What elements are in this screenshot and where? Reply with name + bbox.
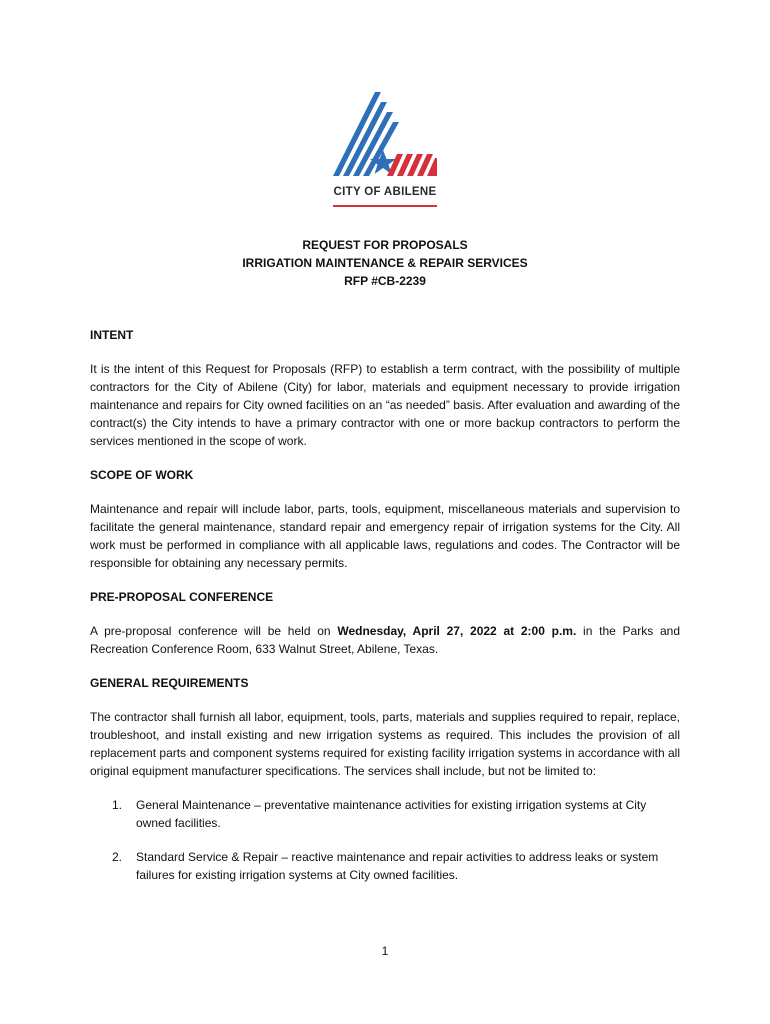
preproposal-text-after: in the Parks and Recreation Conference Room, 633 Walnut Street, Abilene, Texas. bbox=[90, 624, 680, 656]
scope-heading: SCOPE OF WORK bbox=[90, 468, 194, 482]
title-line-2: IRRIGATION MAINTENANCE & REPAIR SERVICES bbox=[242, 256, 528, 270]
logo-underline bbox=[333, 205, 437, 207]
list-item bbox=[90, 796, 680, 832]
document-title bbox=[90, 236, 680, 290]
list-item-text: General Maintenance – preventative maintenance activities for existing irrigation systems at City owned facilities. bbox=[136, 798, 647, 830]
list-item-number: 1. bbox=[112, 798, 123, 812]
title-line-1: REQUEST FOR PROPOSALS bbox=[302, 238, 468, 252]
preproposal-paragraph bbox=[90, 622, 680, 658]
list-item bbox=[90, 848, 680, 884]
preproposal-date: Wednesday, April 27, 2022 at 2:00 p.m. bbox=[337, 624, 577, 638]
general-heading: GENERAL REQUIREMENTS bbox=[90, 676, 249, 690]
preproposal-text-before: A pre-proposal conference will be held on bbox=[90, 624, 338, 638]
page-number: 1 bbox=[381, 944, 389, 958]
general-paragraph: The contractor shall furnish all labor, equipment, tools, parts, materials and supplies required to repair, replace, troubleshoot, and install existing and new irrigation systems as required. This includes the provision of all replacement parts and component systems required for existing facility irrigation systems in accordance with all original equipment manufacturer specifications. The services shall include, but not be limited to: bbox=[90, 710, 680, 778]
list-item-text: Standard Service & Repair – reactive maintenance and repair activities to address leaks or system failures for existing irrigation systems at City owned facilities. bbox=[136, 850, 659, 882]
scope-paragraph: Maintenance and repair will include labor, parts, tools, equipment, miscellaneous materials and supervision to facilitate the general maintenance, standard repair and emergency repair of irrigation systems for the City. All work must be performed in compliance with all applicable laws, regulations and codes. The Contractor will be responsible for obtaining any necessary permits. bbox=[90, 502, 680, 570]
intent-heading: INTENT bbox=[90, 328, 134, 342]
list-item-number: 2. bbox=[112, 850, 123, 864]
title-line-3: RFP #CB-2239 bbox=[344, 274, 426, 288]
services-list bbox=[90, 796, 680, 884]
intent-paragraph: It is the intent of this Request for Proposals (RFP) to establish a term contract, with the possibility of multiple contractors for the City of Abilene (City) for labor, materials and equipment necessary to provide irrigation maintenance and repairs for City owned facilities on an “as needed” basis. After evaluation and awarding of the contract(s) the City intends to have a primary contractor with one or more backup contractors to perform the services mentioned in the scope of work. bbox=[90, 362, 680, 448]
document-body bbox=[90, 326, 680, 900]
logo-text: CITY OF ABILENE bbox=[333, 186, 437, 198]
preproposal-heading: PRE-PROPOSAL CONFERENCE bbox=[90, 590, 274, 604]
city-of-abilene-logo bbox=[325, 88, 445, 214]
logo-mark-icon bbox=[325, 88, 445, 184]
